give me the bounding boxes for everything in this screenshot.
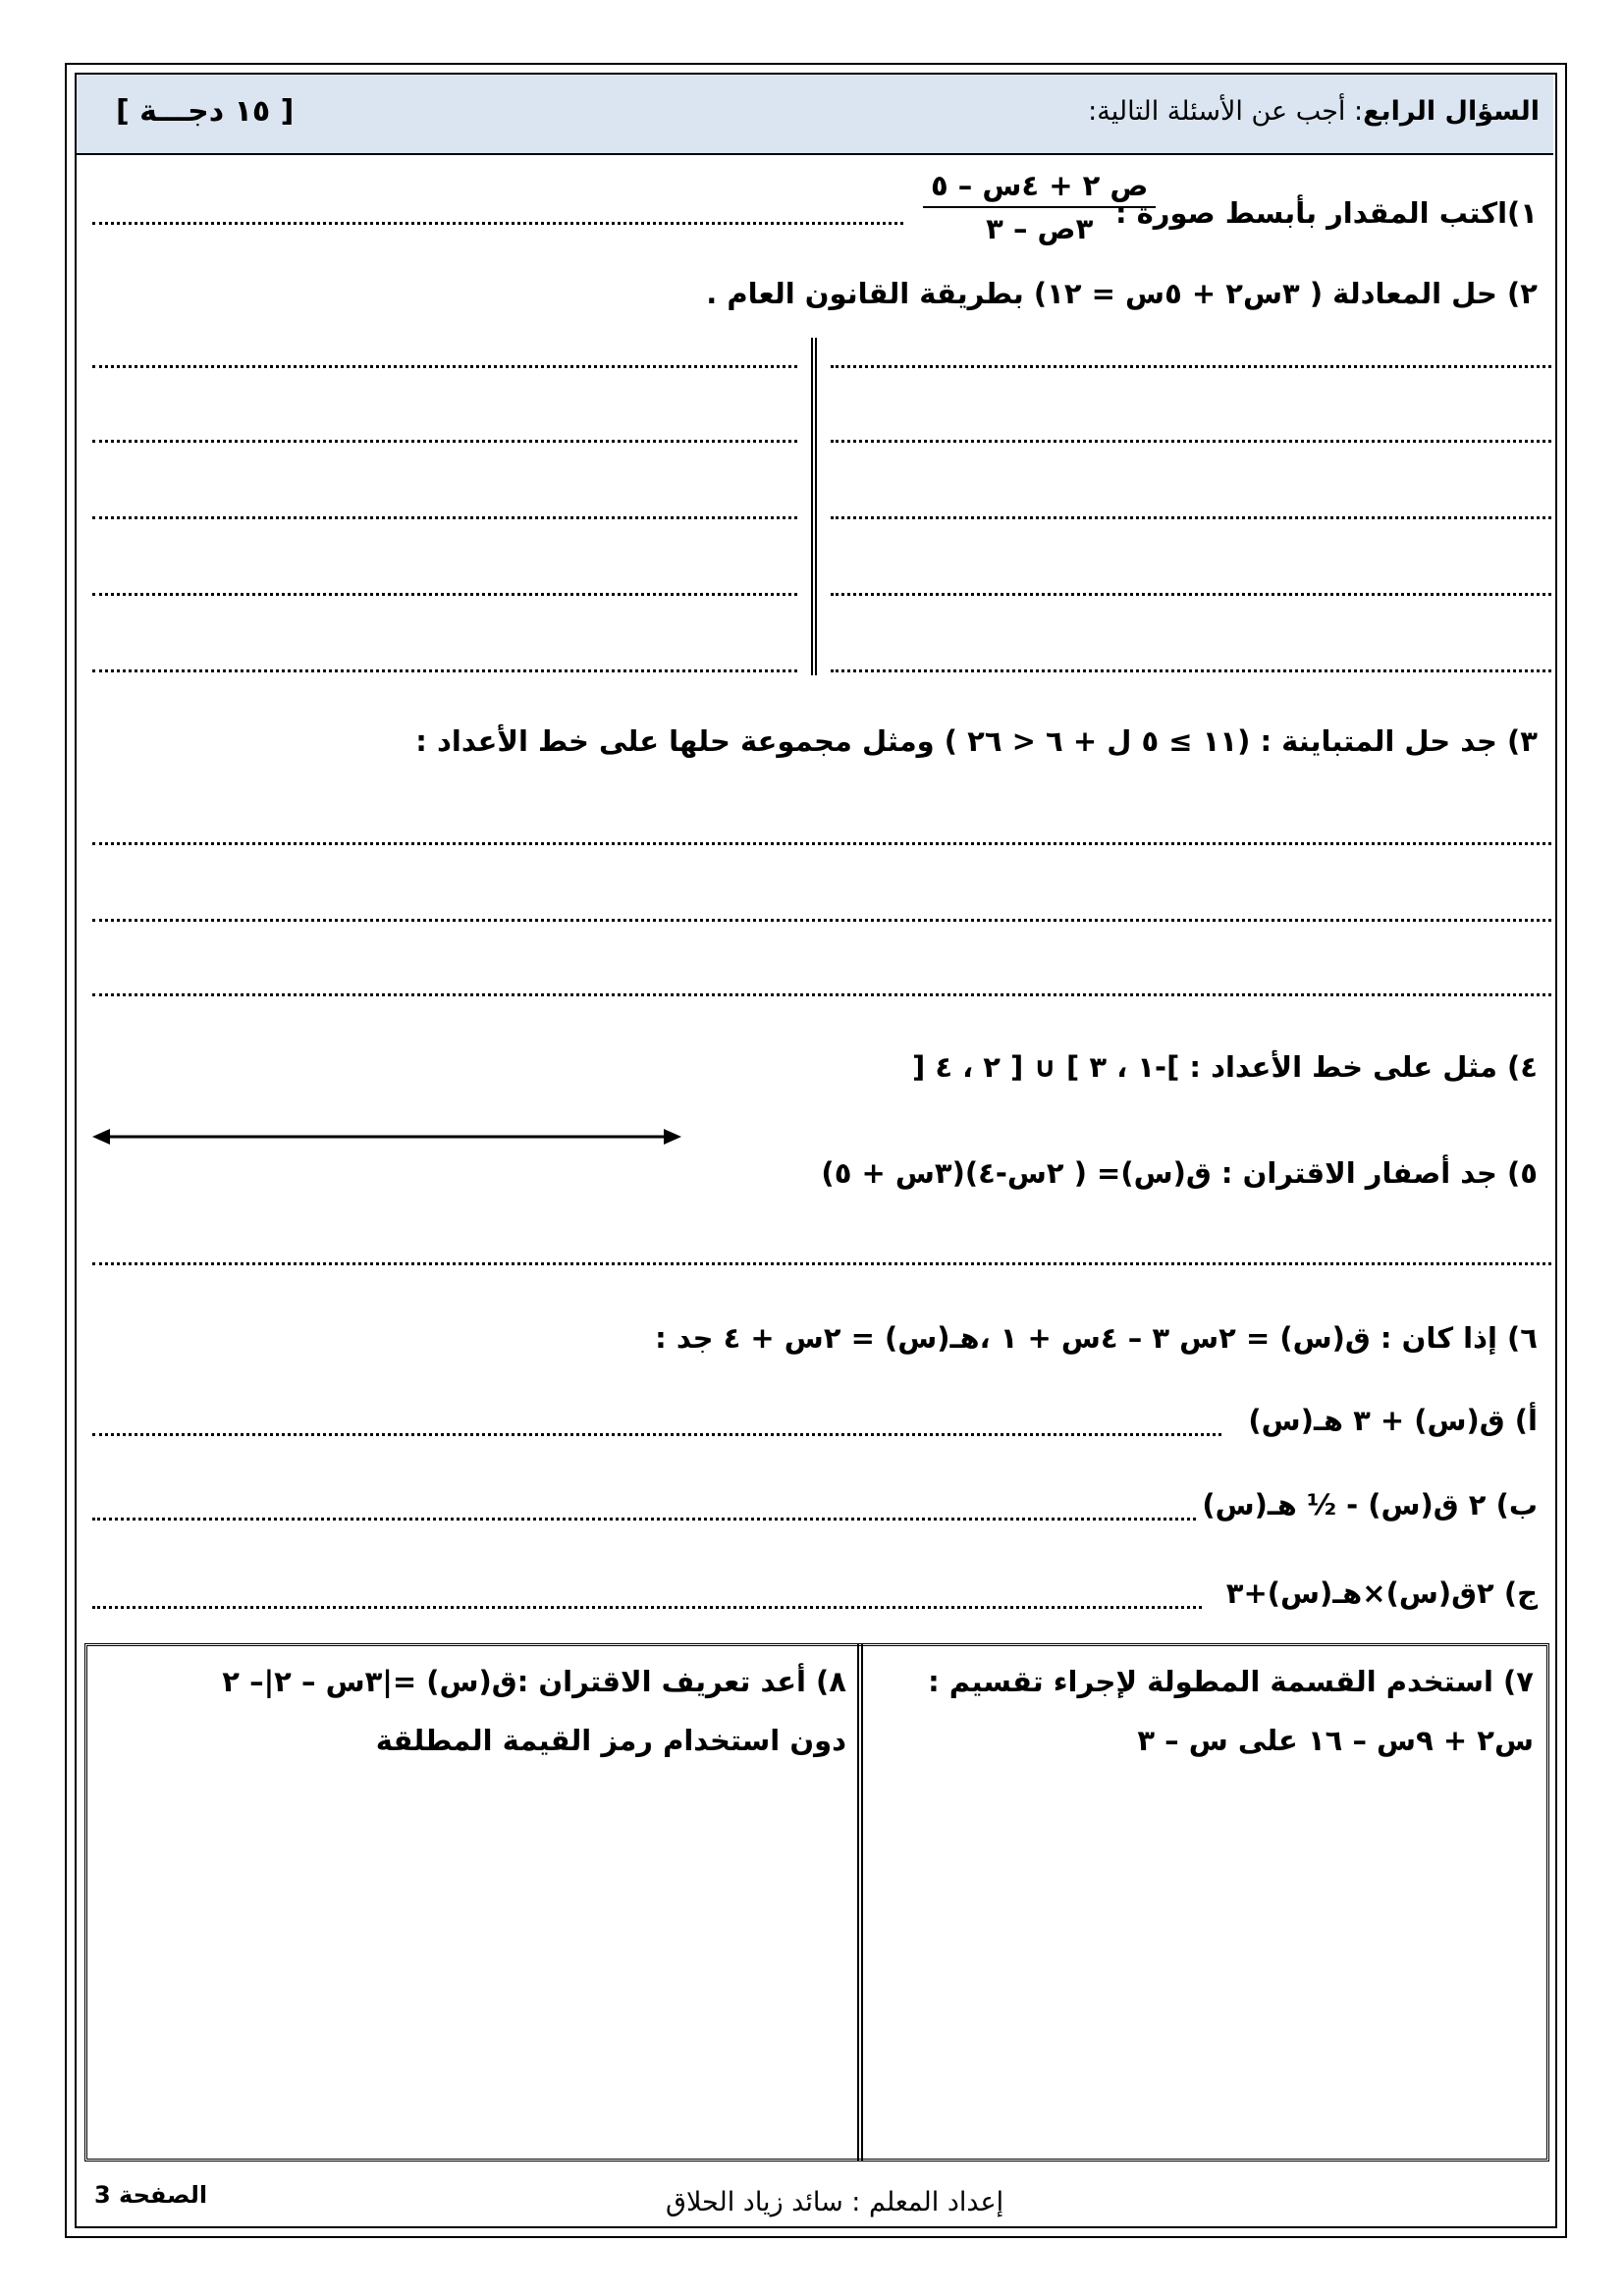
q2-answer-line [92,440,797,443]
answer-boxes-divider [857,1643,863,2162]
q2-answer-line [831,669,1551,672]
q2-answer-line [831,365,1551,368]
q6-part-b: ب) ٢ ق(س) - ½ هـ(س) [1202,1488,1538,1522]
q1-denominator: ٣ص – ٣ [986,212,1094,245]
q3-answer-line [92,993,1551,996]
q6-part-a: أ) ق(س) + ٣ هـ(س) [1248,1404,1538,1437]
q8-line2: دون استخدام رمز القيمة المطلقة [375,1724,846,1757]
q7-line2: س٢ + ٩س – ١٦ على س – ٣ [1137,1724,1534,1757]
q4-text: ٤) مثل على خط الأعداد : ]-١ ، ٣ ] ∪ [ ٢ ، ٤ [ [911,1050,1538,1084]
q5-answer-line [92,1262,1551,1265]
q6-c-answer-line [92,1606,1202,1609]
number-line-arrow [92,1127,681,1147]
q2-answer-line [831,593,1551,596]
question-title [1088,96,1540,127]
question-header [77,75,1553,155]
teacher-credit: إعداد المعلم : سائد زياد الحلاق [666,2187,1004,2217]
q1-numerator: ص ٢ + ٤س – ٥ [923,169,1156,208]
q6-a-answer-line [92,1433,1221,1436]
q6-part-c: ج) ٢ق(س)×هـ(س)+٣ [1225,1576,1538,1610]
q2-answer-line [831,440,1551,443]
marks-label: [ ١٥ دجـــة ] [116,94,295,129]
q6-b-answer-line [92,1518,1196,1521]
q2-answer-line [92,516,797,519]
q3-text: ٣) جد حل المتباينة : (١١ ≥ ٥ ل + ٦ < ٢٦ ) ومثل مجموعة حلها على خط الأعداد : [415,724,1538,758]
q3-answer-line [92,919,1551,922]
page-number: الصفحة 3 [94,2181,208,2209]
q5-text: ٥) جد أصفار الاقتران : ق(س)= ( ٢س-٤)(٣س + ٥) [821,1156,1538,1190]
q8-line1: ٨) أعد تعريف الاقتران :ق(س) =|٣س – ٢|– ٢ [222,1665,846,1698]
q2-answer-line [92,365,797,368]
q2-column-divider [811,338,817,675]
q2-answer-line [92,669,797,672]
q2-answer-line [92,593,797,596]
q2-text: ٢) حل المعادلة ( ٣س٢ + ٥س = ١٢) بطريقة القانون العام . [706,277,1538,310]
q7-line1: ٧) استخدم القسمة المطولة لإجراء تقسيم : [928,1665,1534,1698]
question-label: السؤال الرابع [1363,96,1540,127]
q3-answer-line [92,842,1551,845]
q6-text: ٦) إذا كان : ق(س) = ٢س ٣ – ٤س + ١ ،هـ(س) = ٢س + ٤ جد : [655,1321,1538,1355]
q2-answer-line [831,516,1551,519]
question-instruction: : أجب عن الأسئلة التالية: [1088,96,1364,127]
q1-answer-line [92,222,903,225]
answer-boxes [84,1643,1549,2162]
q1-text: ١)اكتب المقدار بأبسط صورة : [1114,196,1538,230]
q1-fraction [923,169,1156,245]
